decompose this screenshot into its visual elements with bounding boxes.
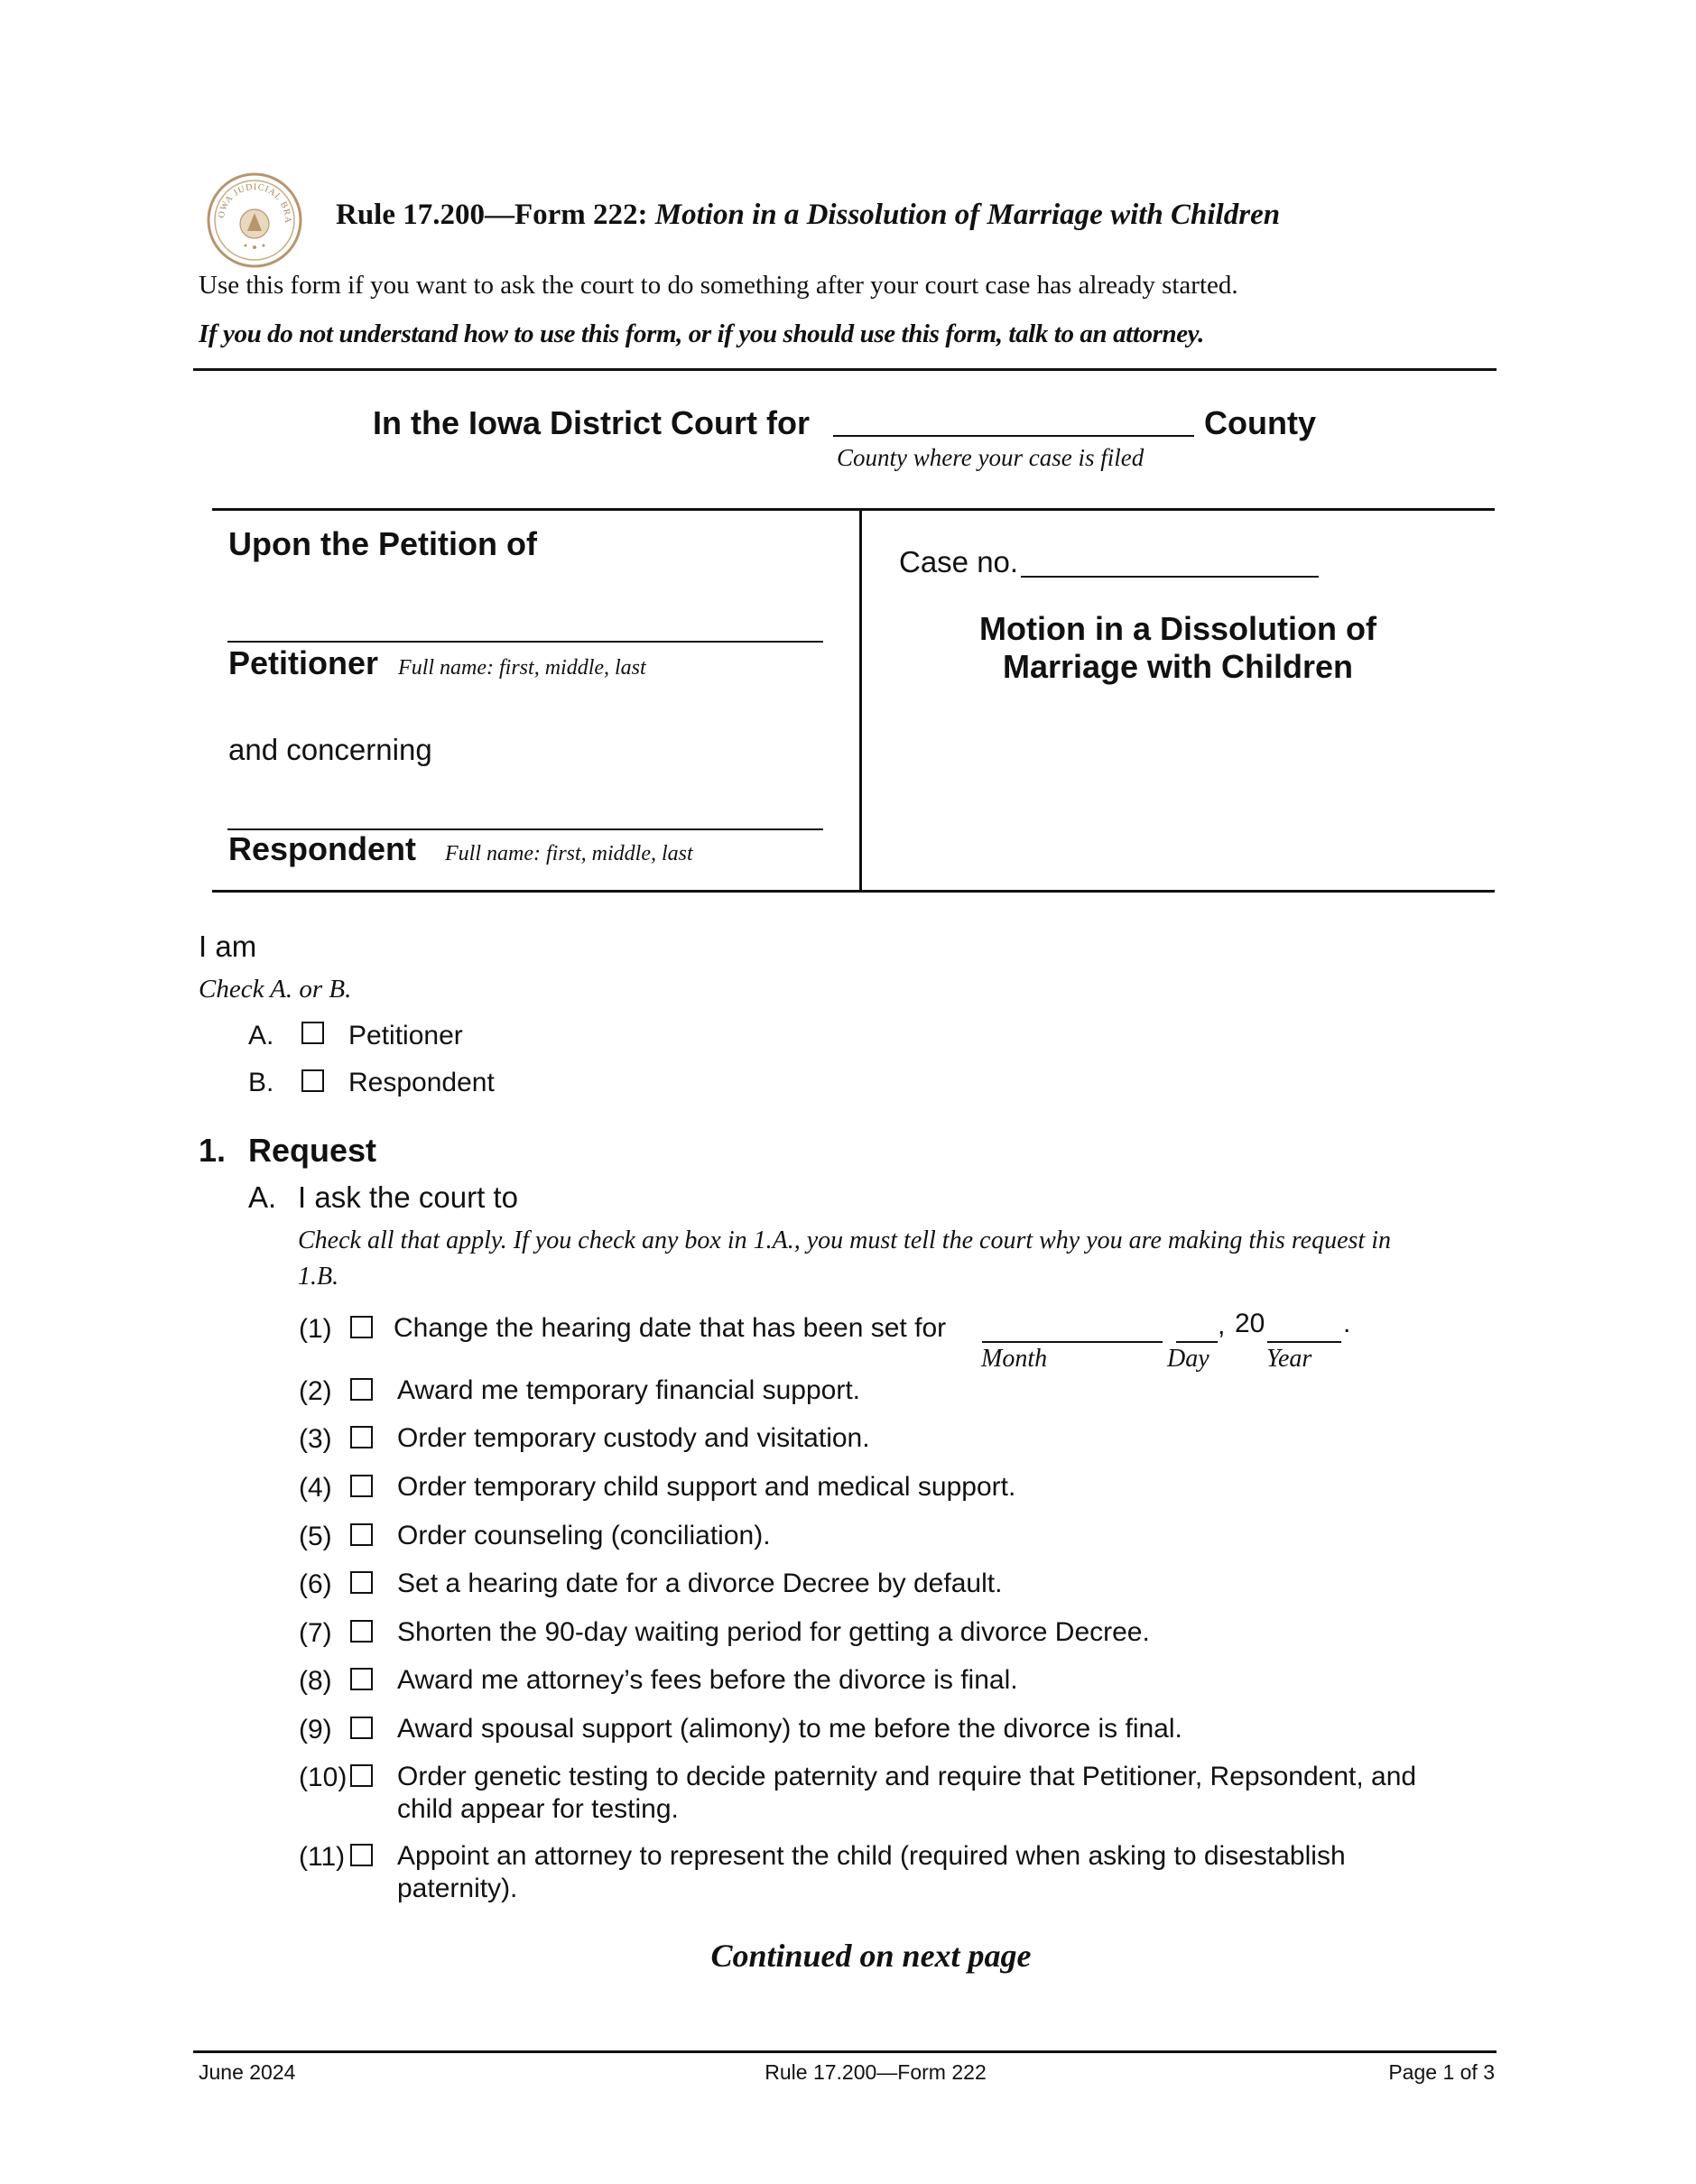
item-11-text [397, 1840, 1346, 1905]
rule-prefix: Rule 17.200—Form 222: [336, 199, 648, 231]
hearing-day-field[interactable] [1176, 1309, 1218, 1343]
section-1a-title: I ask the court to [298, 1180, 518, 1214]
item-11-checkbox[interactable] [350, 1844, 373, 1866]
item-5-text: Order counseling (conciliation). [397, 1521, 771, 1550]
section-1-number: 1. [199, 1132, 227, 1169]
item-4-checkbox[interactable] [350, 1475, 373, 1497]
item-11-text-line2: paternity). [397, 1874, 518, 1903]
county-suffix: County [1204, 404, 1316, 441]
document-title [907, 610, 1449, 686]
item-11-number: (11) [299, 1842, 346, 1872]
item-10-text-line1: Order genetic testing to decide paternity and require that Petitioner, Repsondent, and [397, 1762, 1417, 1791]
item-8-text: Award me attorney’s fees before the divorce is final. [397, 1665, 1018, 1695]
caption-bottom-border [212, 890, 1495, 893]
item-6-checkbox[interactable] [350, 1571, 373, 1594]
court-prefix: In the Iowa District Court for [373, 404, 811, 441]
footer-form-id: Rule 17.200—Form 222 [765, 2060, 987, 2084]
respondent-name-field[interactable] [227, 794, 823, 830]
item-2-number: (2) [299, 1376, 332, 1406]
caption-top-border [212, 508, 1495, 511]
item-7-text: Shorten the 90-day waiting period for getting a divorce Decree. [397, 1617, 1150, 1647]
respondent-hint: Full name: first, middle, last [445, 842, 693, 865]
item-10-checkbox[interactable] [350, 1764, 373, 1787]
item-10-text [397, 1761, 1416, 1826]
item-8-number: (8) [299, 1666, 332, 1696]
month-label: Month [981, 1345, 1048, 1373]
continued-note: Continued on next page [710, 1938, 1032, 1974]
item-5-number: (5) [299, 1522, 332, 1551]
petitioner-hint: Full name: first, middle, last [398, 656, 646, 680]
petitioner-checkbox[interactable] [301, 1022, 324, 1044]
header-divider [193, 368, 1497, 371]
petitioner-row [228, 644, 646, 682]
court-seal-icon [206, 171, 303, 269]
petitioner-label: Petitioner [228, 644, 379, 681]
item-9-checkbox[interactable] [350, 1717, 373, 1739]
item-5-checkbox[interactable] [350, 1523, 373, 1546]
i-am-label: I am [199, 930, 257, 963]
footer-page-number: Page 1 of 3 [1388, 2060, 1495, 2084]
item-10-number: (10) [299, 1763, 348, 1792]
instruction-text: Use this form if you want to ask the court to do something after your court case has already started. [199, 271, 1238, 300]
document-title-line1: Motion in a Dissolution of [979, 610, 1376, 647]
hearing-month-field[interactable] [982, 1309, 1163, 1343]
section-1a-hint [298, 1223, 1391, 1295]
item-2-checkbox[interactable] [350, 1378, 373, 1401]
item-10-text-line2: child appear for testing. [397, 1794, 679, 1824]
section-1-title: Request [248, 1132, 377, 1169]
role-b-label: Respondent [348, 1068, 495, 1097]
county-field[interactable] [833, 401, 1194, 437]
section-1a-hint-line1: Check all that apply. If you check any box in 1.A., you must tell the court why you are making this request in [298, 1226, 1391, 1254]
upon-petition-label: Upon the Petition of [228, 525, 537, 562]
item-1-checkbox[interactable] [350, 1316, 373, 1338]
section-1a-letter: A. [248, 1180, 277, 1214]
role-a-letter: A. [248, 1021, 274, 1050]
item-4-number: (4) [299, 1473, 332, 1503]
item-1-number: (1) [299, 1314, 332, 1344]
item-4-text: Order temporary child support and medical support. [397, 1472, 1016, 1502]
respondent-checkbox[interactable] [301, 1069, 324, 1092]
date-comma: , [1218, 1310, 1226, 1340]
item-3-text: Order temporary custody and visitation. [397, 1423, 870, 1453]
county-hint: County where your case is filed [837, 444, 1145, 471]
item-11-text-line1: Appoint an attorney to represent the child (required when asking to disestablish [397, 1841, 1346, 1871]
day-label: Day [1167, 1345, 1209, 1373]
document-title-line2: Marriage with Children [1002, 648, 1354, 685]
case-no-label: Case no. [899, 545, 1019, 578]
item-7-number: (7) [299, 1618, 332, 1648]
role-b-letter: B. [248, 1068, 274, 1097]
year-prefix: 20 [1235, 1309, 1265, 1338]
form-title [336, 199, 1280, 232]
petitioner-name-field[interactable] [227, 606, 823, 643]
item-6-text: Set a hearing date for a divorce Decree by default. [397, 1569, 1003, 1598]
item-9-text: Award spousal support (alimony) to me before the divorce is final. [397, 1714, 1182, 1744]
attorney-warning: If you do not understand how to use this form, or if you should use this form, talk to an attorney. [199, 319, 1204, 348]
role-hint: Check A. or B. [199, 975, 352, 1004]
and-concerning-label: and concerning [228, 733, 432, 766]
item-9-number: (9) [299, 1715, 332, 1744]
role-a-label: Petitioner [348, 1021, 463, 1050]
footer-date: June 2024 [199, 2060, 296, 2084]
date-period: . [1343, 1309, 1351, 1338]
svg-text:THE IOWA JUDICIAL BRANCH: OWA JUDICIAL BRA [216, 181, 293, 225]
section-1a-hint-line2: 1.B. [298, 1263, 339, 1291]
caption-divider [859, 509, 862, 892]
rule-title: Motion in a Dissolution of Marriage with Children [654, 199, 1281, 231]
respondent-row [228, 830, 693, 868]
case-no-field[interactable] [1021, 541, 1319, 578]
item-1-text: Change the hearing date that has been set for [394, 1313, 947, 1343]
footer-divider [193, 2050, 1497, 2053]
item-2-text: Award me temporary financial support. [397, 1375, 861, 1405]
item-7-checkbox[interactable] [350, 1620, 373, 1643]
item-3-number: (3) [299, 1424, 332, 1454]
item-8-checkbox[interactable] [350, 1668, 373, 1690]
item-3-checkbox[interactable] [350, 1426, 373, 1448]
respondent-label: Respondent [228, 830, 417, 867]
item-6-number: (6) [299, 1569, 332, 1599]
hearing-year-field[interactable] [1267, 1309, 1341, 1343]
year-label: Year [1266, 1345, 1312, 1373]
